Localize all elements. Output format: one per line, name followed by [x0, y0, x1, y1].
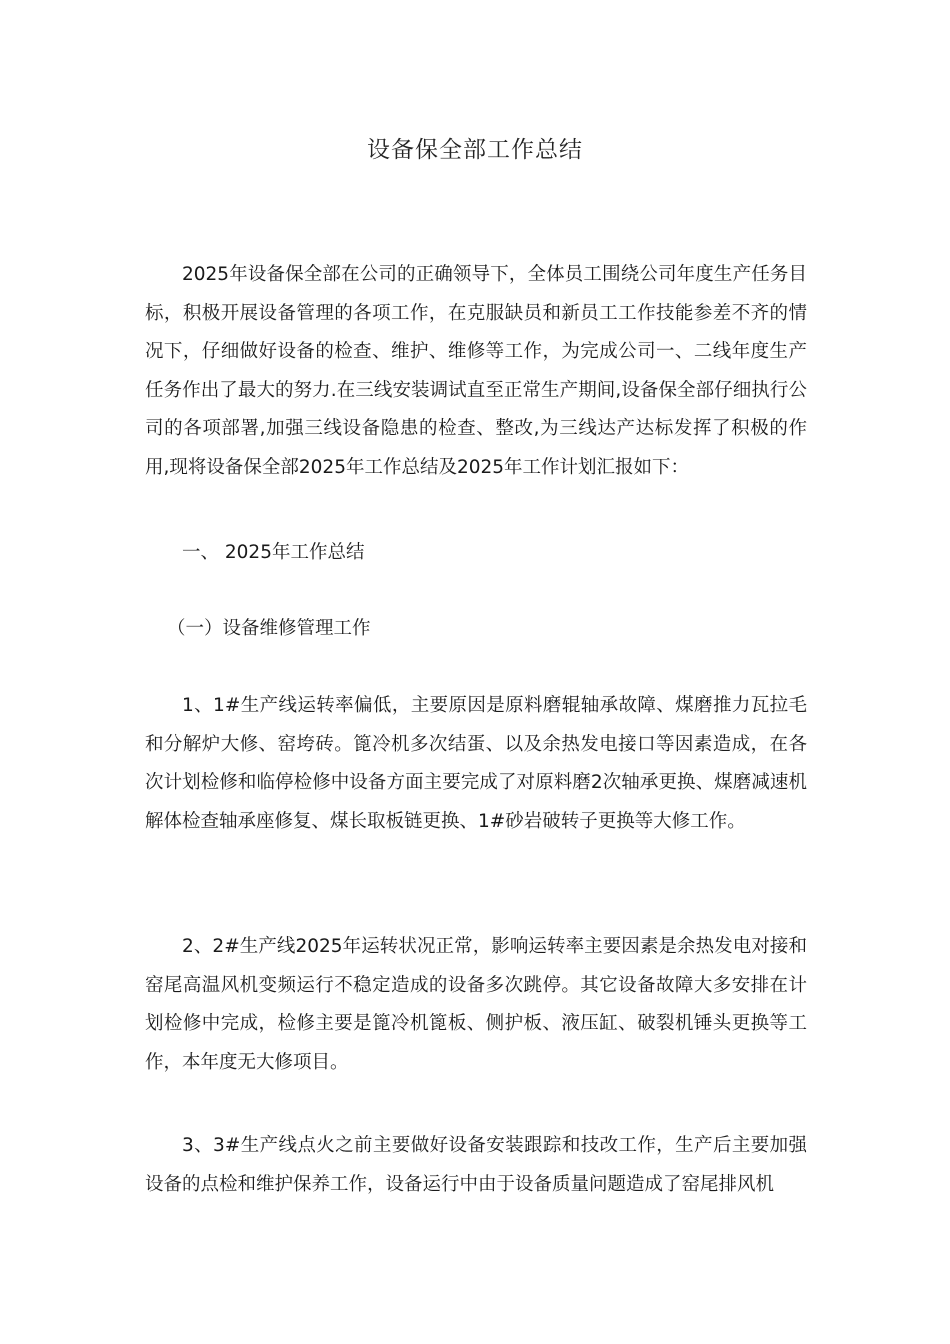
document-title: 设备保全部工作总结 — [367, 137, 583, 163]
section-heading: 一、 2025年工作总结 — [182, 542, 365, 563]
item-paragraph-1: 1、1#生产线运转率偏低，主要原因是原料磨辊轴承故障、煤磨推力瓦拉毛和分解炉大修、窑垮砖。篦冷机多次结蛋、以及余热发电接口等因素造成，在各次计划检修和临停检修中设备方面主要完成了对原料磨2次轴承更换、煤磨减速机解体检查轴承座修复、煤长取板链更换、1#砂岩破转子更换等大修工作。 — [145, 695, 807, 832]
intro-paragraph: 2025年设备保全部在公司的正确领导下，全体员工围绕公司年度生产任务目标，积极开展设备管理的各项工作，在克服缺员和新员工工作技能参差不齐的情况下，仔细做好设备的检查、维护、维修等工作，为完成公司一、二线年度生产任务作出了最大的努力.在三线安装调试直至正常生产期间,设备保全部仔细执行公司的各项部署,加强三线设备隐患的检查、整改,为三线达产达标发挥了积极的作用,现将设备保全部2025年工作总结及2025年工作计划汇报如下： — [145, 264, 807, 478]
item-paragraph-3: 3、3#生产线点火之前主要做好设备安装跟踪和技改工作，生产后主要加强设备的点检和维护保养工作，设备运行中由于设备质量问题造成了窑尾排风机 — [145, 1135, 807, 1195]
item-paragraph-2: 2、2#生产线2025年运转状况正常，影响运转率主要因素是余热发电对接和窑尾高温风机变频运行不稳定造成的设备多次跳停。其它设备故障大多安排在计划检修中完成，检修主要是篦冷机篦板、侧护板、液压缸、破裂机锤头更换等工作，本年度无大修项目。 — [145, 936, 807, 1073]
subsection-heading: （一）设备维修管理工作 — [167, 618, 371, 639]
